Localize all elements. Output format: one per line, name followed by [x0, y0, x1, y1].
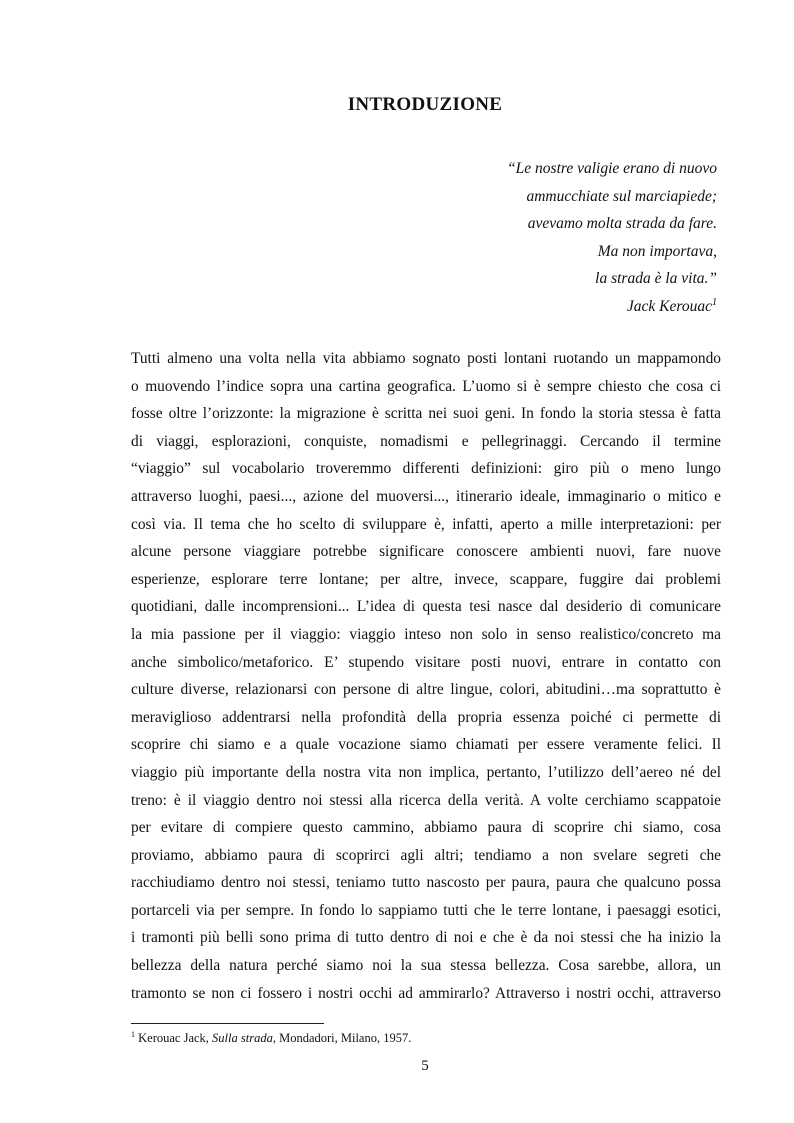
footnote — [131, 1031, 411, 1046]
body-line: la mia passione per il viaggio: viaggio inteso non solo in senso realistico/concreto ma — [131, 625, 721, 643]
epigraph — [507, 155, 717, 320]
page-title: INTRODUZIONE — [347, 94, 503, 115]
body-line: scoprire chi siamo e a quale vocazione siamo chiamati per essere veramente felici. Il — [131, 736, 721, 754]
body-line: così via. Il tema che ho scelto di sviluppare è, infatti, aperto a mille interpretazioni: per — [131, 515, 721, 533]
epigraph-author — [507, 293, 717, 321]
footnote-divider — [131, 1023, 324, 1024]
body-line: proviamo, abbiamo paura di scoprirci agli altri; tendiamo a non svelare segreti che — [131, 846, 721, 864]
body-line: meraviglioso addentrarsi nella profondità della propria essenza poiché ci permette di — [131, 708, 721, 726]
footnote-work-title: Sulla strada — [212, 1031, 273, 1045]
body-line: portarceli via per sempre. In fondo lo sappiamo tutti che le terre lontane, i paesaggi esotici, — [131, 901, 721, 919]
epigraph-line: la strada è la vita.” — [595, 270, 717, 287]
body-line: o muovendo l’indice sopra una cartina geografica. L’uomo si è sempre chiesto che cosa ci — [131, 377, 721, 395]
epigraph-line: “Le nostre valigie erano di nuovo — [507, 160, 717, 177]
epigraph-line: Ma non importava, — [597, 242, 717, 260]
page-number: 5 — [421, 1058, 429, 1074]
body-line: anche simbolico/metaforico. E’ stupendo visitare posti nuovi, entrare in contatto con — [131, 653, 721, 671]
body-line: i tramonti più belli sono prima di tutto dentro di noi e che è da noi stessi che ha inizio la — [131, 929, 721, 947]
body-line: viaggio più importante della nostra vita non implica, pertanto, l’utilizzo dell’aereo né del — [131, 763, 721, 781]
footnote-publication: , Mondadori, Milano, 1957. — [272, 1031, 412, 1045]
body-line: “viaggio” sul vocabolario troveremmo differenti definizioni: giro più o meno lungo — [131, 460, 721, 478]
body-line: fosse oltre l’orizzonte: la migrazione è scritta nei suoi geni. In fondo la storia stessa è fatta — [131, 405, 721, 423]
body-line: attraverso luoghi, paesi..., azione del muoversi..., itinerario ideale, immaginario o mitico e — [131, 487, 721, 505]
body-line: culture diverse, relazionarsi con persone di altre lingue, colori, abitudini…ma soprattutto è — [131, 681, 721, 699]
footnote-author: Kerouac Jack, — [138, 1031, 213, 1045]
epigraph-line: ammucchiate sul marciapiede; — [526, 187, 717, 205]
body-line: quotidiani, dalle incomprensioni... L’idea di questa tesi nasce dal desiderio di comunicare — [131, 598, 721, 616]
body-line: per evitare di compiere questo cammino, abbiamo paura di scoprire chi siamo, cosa — [131, 819, 721, 837]
footnote-number: 1 — [131, 1029, 135, 1039]
body-paragraph — [131, 345, 721, 1007]
body-line: racchiudiamo dentro noi stessi, teniamo tutto nascosto per paura, paura che qualcuno possa — [131, 874, 721, 892]
body-line: alcune persone viaggiare potrebbe significare conoscere ambienti nuovi, fare nuove — [131, 543, 721, 561]
body-line: treno: è il viaggio dentro noi stessi alla ricerca della verità. A volte cerchiamo scappatoie — [131, 791, 721, 809]
body-line: Tutti almeno una volta nella vita abbiamo sognato posti lontani ruotando un mappamondo — [131, 350, 721, 367]
epigraph-author-name: Jack Kerouac — [626, 297, 712, 315]
body-line: tramonto se non ci fossero i nostri occhi ad ammirarlo? Attraverso i nostri occhi, attraverso — [131, 984, 721, 1002]
footnote-reference[interactable]: 1 — [712, 296, 717, 308]
body-line: di viaggi, esplorazioni, conquiste, nomadismi e pellegrinaggi. Cercando il termine — [131, 432, 721, 450]
epigraph-line: avevamo molta strada da fare. — [527, 215, 717, 232]
body-line: bellezza della natura perché siamo noi la sua stessa bellezza. Cosa sarebbe, allora, un — [131, 957, 721, 975]
body-line: esperienze, esplorare terre lontane; per altre, invece, scappare, fuggire dai problemi — [131, 570, 721, 588]
